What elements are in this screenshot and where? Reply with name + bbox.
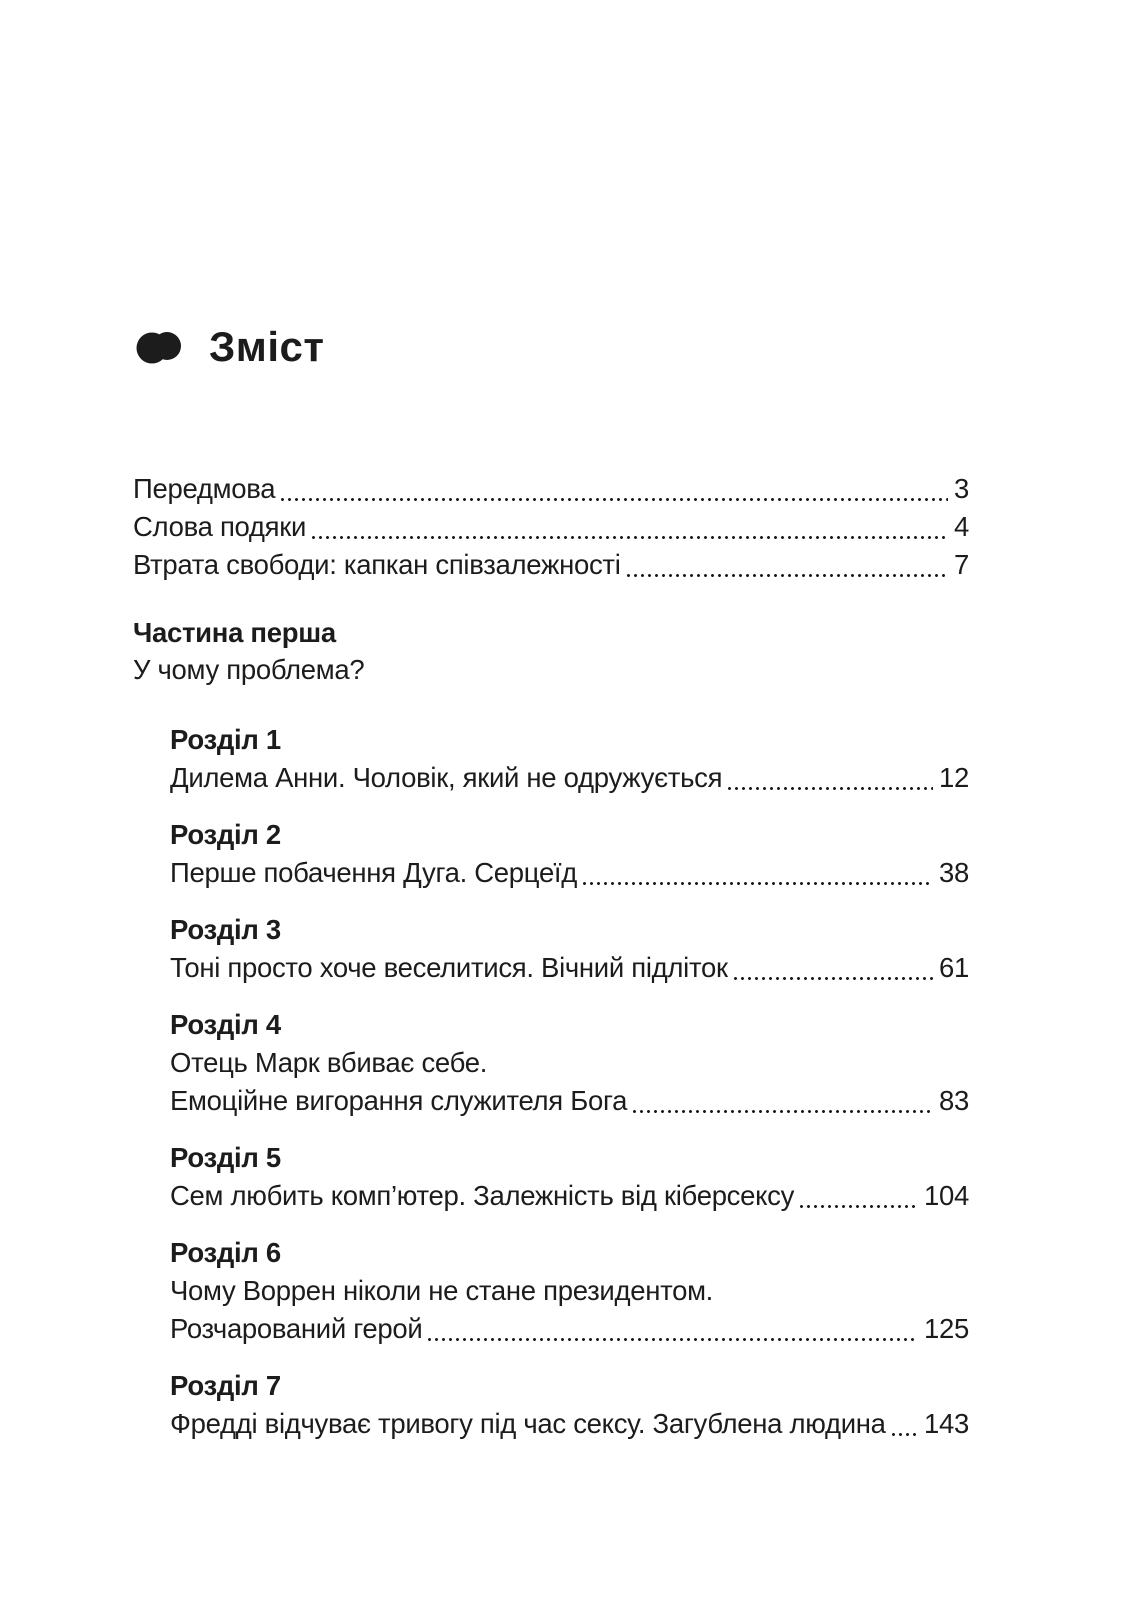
toc-entry-title: Передмова — [133, 473, 276, 504]
toc-entry-page: 3 — [954, 473, 969, 504]
toc-entry — [170, 949, 969, 987]
chapter-entry — [170, 1234, 969, 1348]
dot-leader — [798, 1205, 918, 1208]
chapter-label: Розділ 7 — [170, 1370, 281, 1401]
page-title: Зміст — [209, 323, 325, 370]
dot-leader — [581, 882, 933, 885]
chapter-title: Сем любить комп’ютер. Залежність від кіберсексу — [170, 1180, 795, 1211]
chapter-entry — [170, 1367, 969, 1443]
chapter-entry — [170, 816, 969, 892]
toc-entry — [170, 1082, 969, 1120]
chapter-title: Дилема Анни. Чоловік, який не одружується — [170, 762, 723, 793]
chapter-title: Перше побачення Дуга. Серцеїд — [170, 857, 578, 888]
chapter-page: 38 — [939, 857, 969, 888]
toc-entry-page: 7 — [954, 549, 969, 580]
chapter-page: 83 — [939, 1085, 969, 1116]
chapter-list — [170, 721, 969, 1443]
chapter-label: Розділ 4 — [170, 1009, 281, 1040]
part-header — [133, 614, 969, 688]
toc-entry — [170, 1177, 969, 1215]
toc-entry — [133, 546, 969, 584]
chapter-label: Розділ 5 — [170, 1142, 281, 1173]
chapter-entry — [170, 911, 969, 987]
toc-entry-title: Слова подяки — [133, 511, 307, 542]
dot-leader — [726, 787, 933, 790]
dot-leader — [426, 1338, 918, 1341]
toc-entry-page: 4 — [954, 511, 969, 542]
chapter-title: Фредді відчуває тривогу під час сексу. Загублена людина — [170, 1408, 886, 1439]
chapter-page: 125 — [924, 1313, 969, 1344]
chapter-label: Розділ 1 — [170, 724, 281, 755]
chapter-label: Розділ 6 — [170, 1237, 281, 1268]
toc-entry — [170, 1310, 969, 1348]
dot-leader — [890, 1433, 918, 1436]
chapter-title-line1: Отець Марк вбиває себе. — [170, 1047, 488, 1078]
chapter-title-line2: Розчарований герой — [170, 1313, 423, 1344]
dot-leader — [279, 498, 948, 501]
chapter-entry — [170, 721, 969, 797]
chapter-title-line2: Емоційне вигорання служителя Бога — [170, 1085, 628, 1116]
toc-entry-title: Втрата свободи: капкан співзалежності — [133, 549, 621, 580]
toc-body — [133, 470, 969, 1443]
chapter-page: 61 — [939, 952, 969, 983]
two-overlapping-circles-icon — [136, 330, 182, 364]
chapter-title: Тоні просто хоче веселитися. Вічний підліток — [170, 952, 728, 983]
toc-entry — [170, 759, 969, 797]
chapter-page: 143 — [924, 1408, 969, 1439]
chapter-label: Розділ 3 — [170, 914, 281, 945]
chapter-page: 104 — [924, 1180, 969, 1211]
dot-leader — [631, 1110, 933, 1113]
toc-content — [133, 0, 969, 1443]
toc-entry — [170, 854, 969, 892]
toc-entry — [133, 508, 969, 546]
toc-entry — [133, 470, 969, 508]
dot-leader — [310, 536, 948, 539]
toc-entry — [170, 1405, 969, 1443]
page-header — [133, 324, 969, 370]
part-subtitle: У чому проблема? — [133, 654, 365, 685]
part-label: Частина перша — [133, 617, 336, 648]
chapter-title-line1: Чому Воррен ніколи не стане президентом. — [170, 1275, 714, 1306]
chapter-entry — [170, 1006, 969, 1120]
dot-leader — [732, 977, 933, 980]
dot-leader — [625, 574, 949, 577]
front-matter-list — [133, 470, 969, 584]
chapter-page: 12 — [939, 762, 969, 793]
chapter-entry — [170, 1139, 969, 1215]
chapter-label: Розділ 2 — [170, 819, 281, 850]
